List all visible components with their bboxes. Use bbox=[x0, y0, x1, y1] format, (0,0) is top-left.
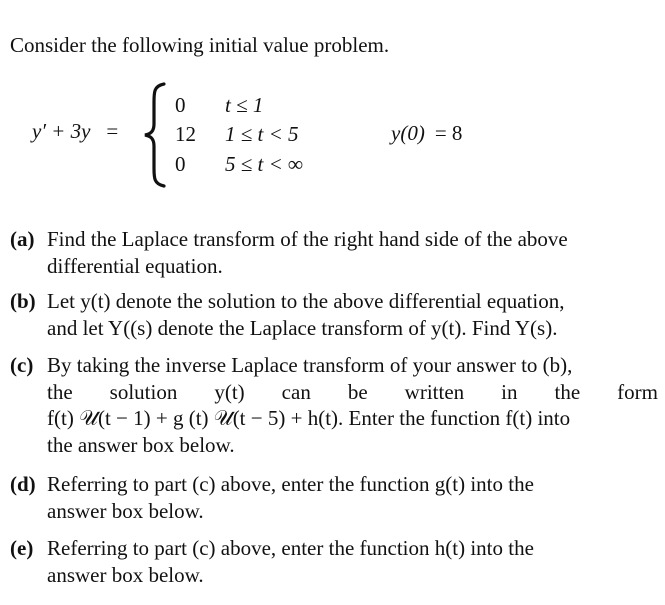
piece-condition: t ≤ 1 bbox=[225, 93, 264, 117]
initial-condition bbox=[391, 119, 462, 147]
part-text-line: answer box below. bbox=[47, 498, 204, 523]
initial-condition-lhs: y(0) bbox=[391, 121, 425, 145]
piece-condition: 5 ≤ t < ∞ bbox=[225, 152, 304, 176]
part-text-line: answer box below. bbox=[47, 562, 204, 587]
word: written bbox=[404, 379, 465, 404]
part-label: (a) bbox=[10, 227, 35, 251]
part-text-line: Let y(t) denote the solution to the above differential equation, bbox=[47, 289, 565, 313]
equation-equals-sign: = bbox=[106, 119, 119, 143]
part-text-line: and let Y((s) denote the Laplace transform of y(t). Find Y(s). bbox=[47, 315, 558, 340]
part-text-line: Referring to part (c) above, enter the function h(t) into the bbox=[47, 536, 534, 560]
problem-intro: Consider the following initial value problem. bbox=[10, 33, 390, 57]
word: solution bbox=[109, 379, 178, 404]
word: can bbox=[281, 379, 311, 404]
piece-value: 0 bbox=[175, 152, 186, 176]
piece-condition: 1 ≤ t < 5 bbox=[225, 122, 299, 146]
word: form bbox=[617, 379, 658, 404]
word: be bbox=[347, 379, 368, 404]
word: the bbox=[554, 379, 581, 404]
equation-lhs bbox=[32, 117, 118, 145]
part-label: (b) bbox=[10, 289, 36, 313]
piece-value: 0 bbox=[175, 93, 186, 117]
part-text-line: By taking the inverse Laplace transform of your answer to (b), bbox=[47, 353, 573, 377]
word: the bbox=[47, 379, 73, 404]
part-text-line: differential equation. bbox=[47, 253, 223, 278]
piece-value: 12 bbox=[175, 122, 196, 146]
piecewise-brace bbox=[142, 82, 168, 188]
part-text-line: Referring to part (c) above, enter the function g(t) into the bbox=[47, 472, 534, 496]
part-label: (d) bbox=[10, 472, 36, 496]
part-text-line-justified bbox=[47, 379, 658, 406]
part-text-line: the answer box below. bbox=[47, 432, 235, 457]
initial-condition-rhs: 8 bbox=[451, 121, 463, 145]
part-text-line: f(t) 𝒰(t − 1) + g (t) 𝒰(t − 5) + h(t). Enter the function f(t) into bbox=[47, 406, 571, 430]
word: y(t) bbox=[214, 379, 245, 404]
word: in bbox=[501, 379, 518, 404]
part-label: (e) bbox=[10, 536, 34, 560]
part-text-line: Find the Laplace transform of the right hand side of the above bbox=[47, 227, 568, 251]
initial-condition-equals: = bbox=[434, 121, 447, 145]
part-label: (c) bbox=[10, 353, 34, 377]
equation-lhs-text: y′ + 3y bbox=[32, 119, 91, 143]
